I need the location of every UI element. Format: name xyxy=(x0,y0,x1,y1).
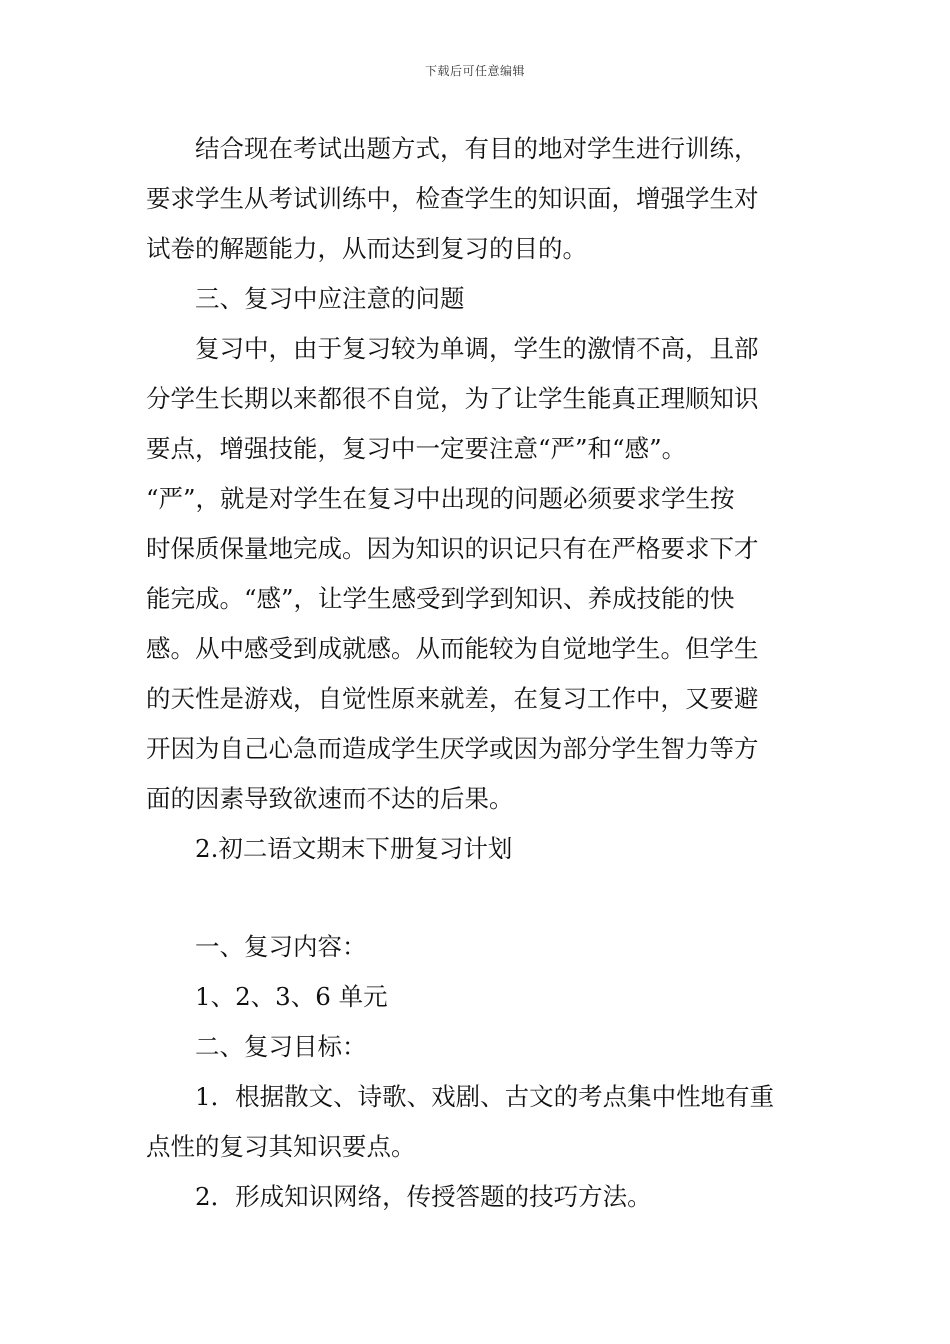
page-header: 下载后可任意编辑 xyxy=(424,64,525,78)
paragraph-line: 时保质保量地完成。因为知识的识记只有在严格要求下才 xyxy=(146,534,759,563)
paragraph-line: “严”，就是对学生在复习中出现的问题必须要求学生按 xyxy=(146,484,735,513)
list-item: 1．根据散文、诗歌、戏剧、古文的考点集中性地有重 xyxy=(195,1082,775,1111)
section-heading: 三、复习中应注意的问题 xyxy=(195,284,465,313)
paragraph-line: 结合现在考试出题方式，有目的地对学生进行训练， xyxy=(195,134,759,163)
paragraph-line: 试卷的解题能力，从而达到复习的目的。 xyxy=(146,234,587,263)
paragraph-line: 感。从中感受到成就感。从而能较为自觉地学生。但学生 xyxy=(146,634,759,663)
paragraph-line: 的天性是游戏，自觉性原来就差，在复习工作中，又要避 xyxy=(146,684,759,713)
paragraph-line: 面的因素导致欲速而不达的后果。 xyxy=(146,784,514,813)
section-heading: 二、复习目标： xyxy=(195,1032,367,1061)
paragraph-line: 要求学生从考试训练中，检查学生的知识面，增强学生对 xyxy=(146,184,759,213)
paragraph-line: 1、2、3、6 单元 xyxy=(195,982,388,1011)
paragraph-line: 开因为自己心急而造成学生厌学或因为部分学生智力等方 xyxy=(146,734,759,763)
list-item-continued: 点性的复习其知识要点。 xyxy=(146,1132,416,1161)
list-item: 2．形成知识网络，传授答题的技巧方法。 xyxy=(195,1182,652,1211)
paragraph-line: 能完成。“感”，让学生感受到学到知识、养成技能的快 xyxy=(146,584,735,613)
paragraph-line: 复习中，由于复习较为单调，学生的激情不高，且部 xyxy=(195,334,759,363)
paragraph-line: 要点，增强技能，复习中一定要注意“严”和“感”。 xyxy=(146,434,687,463)
paragraph-line: 分学生长期以来都很不自觉，为了让学生能真正理顺知识 xyxy=(146,384,759,413)
document-title: 2.初二语文期末下册复习计划 xyxy=(195,834,513,863)
section-heading: 一、复习内容： xyxy=(195,932,367,961)
